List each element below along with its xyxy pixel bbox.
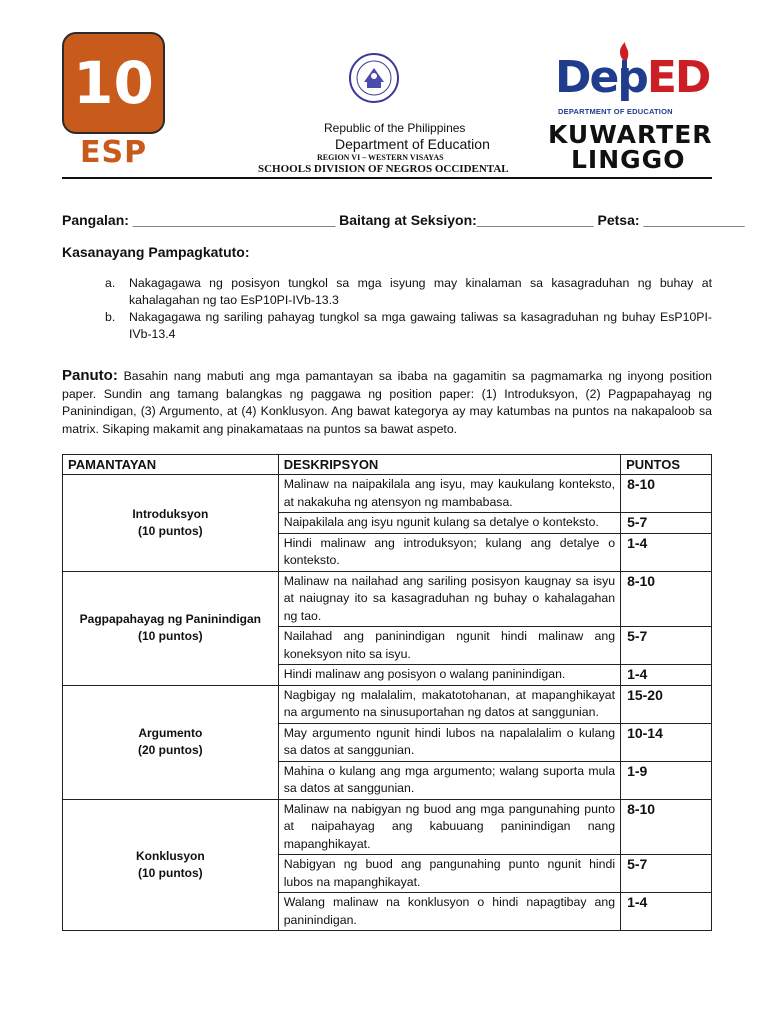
description-cell: Hindi malinaw ang introduksyon; kulang ang detalye o konteksto. (278, 533, 620, 571)
competency-label: b. (105, 310, 116, 324)
description-cell: Nabigyan ng buod ang pangunahing punto ngunit hindi lubos na mapanghikayat. (278, 855, 620, 893)
week-label: LINGGO (571, 145, 686, 174)
points-cell: 8-10 (621, 571, 712, 627)
column-header-points: PUNTOS (621, 455, 712, 475)
points-cell: 5-7 (621, 855, 712, 893)
description-cell: May argumento ngunit hindi lubos na napalalalim o kulang sa datos at sanggunian. (278, 723, 620, 761)
deped-logo-red: ED (646, 52, 710, 103)
criteria-cell (63, 475, 279, 572)
competency-item (105, 309, 712, 343)
competencies-title: Kasanayang Pampagkatuto: (62, 244, 250, 260)
description-cell: Mahina o kulang ang mga argumento; walang suporta mula sa datos at sanggunian. (278, 761, 620, 799)
table-header-row (63, 455, 712, 475)
points-cell: 5-7 (621, 513, 712, 534)
table-row (63, 571, 712, 627)
region-text: REGION VI – WESTERN VISAYAS (317, 153, 444, 162)
criteria-points: (10 puntos) (138, 865, 203, 880)
criteria-cell (63, 571, 279, 685)
instructions-text: Basahin nang mabuti ang mga pamantayan sa ibaba na gagamitin sa pagmamarka ng inyong position paper. Sundin ang tamang balangkas ng paggawa ng position paper: (1) Introduksyon, (2) Pagpapahayag ng Paninindigan, (3) Argumento, at (4) Konklusyon. Ang bawat kategorya ay may katumbas na puntos na nakapaloob sa matrix. Sikaping makamit ang pinakamataas na puntos sa bawat aspeto. (62, 369, 712, 436)
description-cell: Naipakilala ang isyu ngunit kulang sa detalye o konteksto. (278, 513, 620, 534)
description-cell: Hindi malinaw ang posisyon o walang paninindigan. (278, 665, 620, 686)
criteria-cell (63, 799, 279, 931)
points-cell: 1-9 (621, 761, 712, 799)
points-cell: 1-4 (621, 893, 712, 931)
points-cell: 10-14 (621, 723, 712, 761)
criteria-points: (10 puntos) (138, 523, 203, 538)
competency-text: Nakagagawa ng sariling pahayag tungkol sa mga gawaing taliwas sa kasagraduhan ng buhay EsP10PI-IVb-13.4 (129, 310, 712, 341)
criteria-cell (63, 685, 279, 799)
table-row (63, 799, 712, 855)
deped-seal-icon (348, 52, 400, 104)
points-cell: 5-7 (621, 627, 712, 665)
deped-subtitle: DEPARTMENT OF EDUCATION (558, 107, 673, 116)
division-text: SCHOOLS DIVISION OF NEGROS OCCIDENTAL (258, 163, 509, 175)
points-cell: 1-4 (621, 533, 712, 571)
republic-text: Republic of the Philippines (324, 121, 466, 135)
rubric-table (62, 454, 712, 931)
competency-text: Nakagagawa ng posisyon tungkol sa mga isyung may kinalaman sa kasagraduhan ng buhay at kahalagahan ng tao EsP10PI-IVb-13.3 (129, 276, 712, 307)
column-header-criteria: PAMANTAYAN (63, 455, 279, 475)
grade-badge: 10 (62, 32, 165, 134)
column-header-description: DESKRIPSYON (278, 455, 620, 475)
header-divider (62, 177, 712, 179)
department-text: Department of Education (335, 136, 490, 152)
instructions (62, 367, 712, 438)
competencies-list (105, 275, 712, 343)
student-info-line: Pangalan: __________________________ Baitang at Seksiyon:_______________ Petsa: _____________ (62, 212, 745, 228)
criteria-points: (10 puntos) (138, 629, 203, 643)
criteria-name: Konklusyon (136, 848, 205, 863)
competency-item (105, 275, 712, 309)
table-row (63, 685, 712, 723)
quarter-label: KUWARTER (548, 120, 713, 149)
description-cell: Malinaw na nabigyan ng buod ang mga pangunahing punto at naipahayag ang kabuuang paninindigan nang mapanghikayat. (278, 799, 620, 855)
criteria-name: Introduksyon (132, 506, 209, 521)
description-cell: Malinaw na nailahad ang sariling posisyon kaugnay sa isyu at naiugnay ito sa kasagraduhan ng buhay o kahalagahan ng tao. (278, 571, 620, 627)
description-cell: Nailahad ang paninindigan ngunit hindi malinaw ang koneksyon nito sa isyu. (278, 627, 620, 665)
criteria-points: (20 puntos) (138, 743, 203, 757)
criteria-name: Pagpapahayag ng Paninindigan (79, 612, 262, 626)
points-cell: 8-10 (621, 799, 712, 855)
deped-logo-blue: Dep (555, 52, 647, 103)
table-row (63, 475, 712, 513)
points-cell: 15-20 (621, 685, 712, 723)
description-cell: Walang malinaw na konklusyon o hindi napagtibay ang paninindigan. (278, 893, 620, 931)
points-cell: 8-10 (621, 475, 712, 513)
points-cell: 1-4 (621, 665, 712, 686)
competency-label: a. (105, 276, 116, 290)
criteria-name: Argumento (138, 726, 203, 740)
description-cell: Malinaw na naipakilala ang isyu, may kaukulang konteksto, at nakakuha ng atensyon ng mambabasa. (278, 475, 620, 513)
deped-logo (555, 52, 709, 103)
instructions-lead: Panuto: (62, 367, 118, 384)
subject-label: ESP (80, 135, 148, 170)
description-cell: Nagbigay ng malalalim, makatotohanan, at mapanghikayat na argumento na sinusuportahan ng datos at sanggunian. (278, 685, 620, 723)
